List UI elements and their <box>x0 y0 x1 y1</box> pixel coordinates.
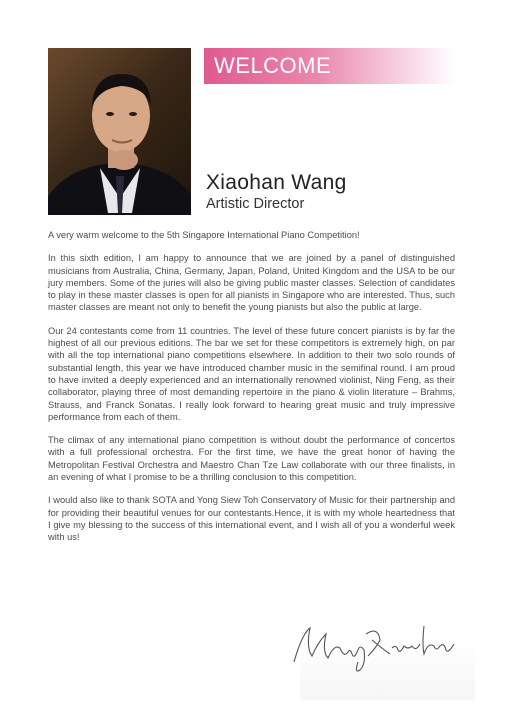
letter-paragraph: I would also like to thank SOTA and Yong Siew Toh Conservatory of Music for their partnership and for providing their beautiful venues for our contestants.Hence, it is with my whole heartedness that I give my blessing to the success of this international event, and I wish all of you a wonderful week with us! <box>48 495 455 543</box>
director-name: Xiaohan Wang <box>206 171 347 194</box>
banner-title: WELCOME <box>214 53 332 78</box>
letter-paragraph: In this sixth edition, I am happy to announce that we are joined by a panel of distinguished musicians from Australia, China, Germany, Japan, Poland, United Kingdom and the USA to be our jury members. Some of the juries will also be giving public master classes. Selection of candidates to play in these master classes is open for all pianists in Singapore who are interested. Thus, such master classes are meant not only to benefit the young pianists but also the public at large. <box>48 253 455 313</box>
portrait-illustration <box>48 48 191 215</box>
director-role: Artistic Director <box>206 196 305 212</box>
handwritten-signature <box>288 604 468 679</box>
welcome-banner <box>204 48 456 84</box>
director-portrait <box>48 48 191 215</box>
letter-paragraph: A very warm welcome to the 5th Singapore International Piano Competition! <box>48 230 360 240</box>
letter-paragraph: The climax of any international piano competition is without doubt the performance of concertos with a full professional orchestra. For the first time, we have the great honor of having the Metropolitan Festival Orchestra and Maestro Chan Tze Law collaborate with our three finalists, in an evening of what I promise to be a thrilling conclusion to this competition. <box>48 435 455 483</box>
welcome-letter <box>48 229 455 555</box>
letter-paragraph: Our 24 contestants come from 11 countries. The level of these future concert pianists is by far the highest of all our previous editions. The bar we set for these competitors is extremely high, on par with all the top international piano competitions elsewhere. In addition to their two solo rounds of substantial length, this year we have introduced chamber music in the semifinal round. I am proud to have invited a deeply experienced and an internationally renowned violinist, Ning Feng, as their collaborator, playing three of most demanding repertoire in the piano & violin literature – Brahms, Strauss, and Franck Sonatas. I really look forward to hearing great music and truly impressive performance from each of them. <box>48 325 455 422</box>
